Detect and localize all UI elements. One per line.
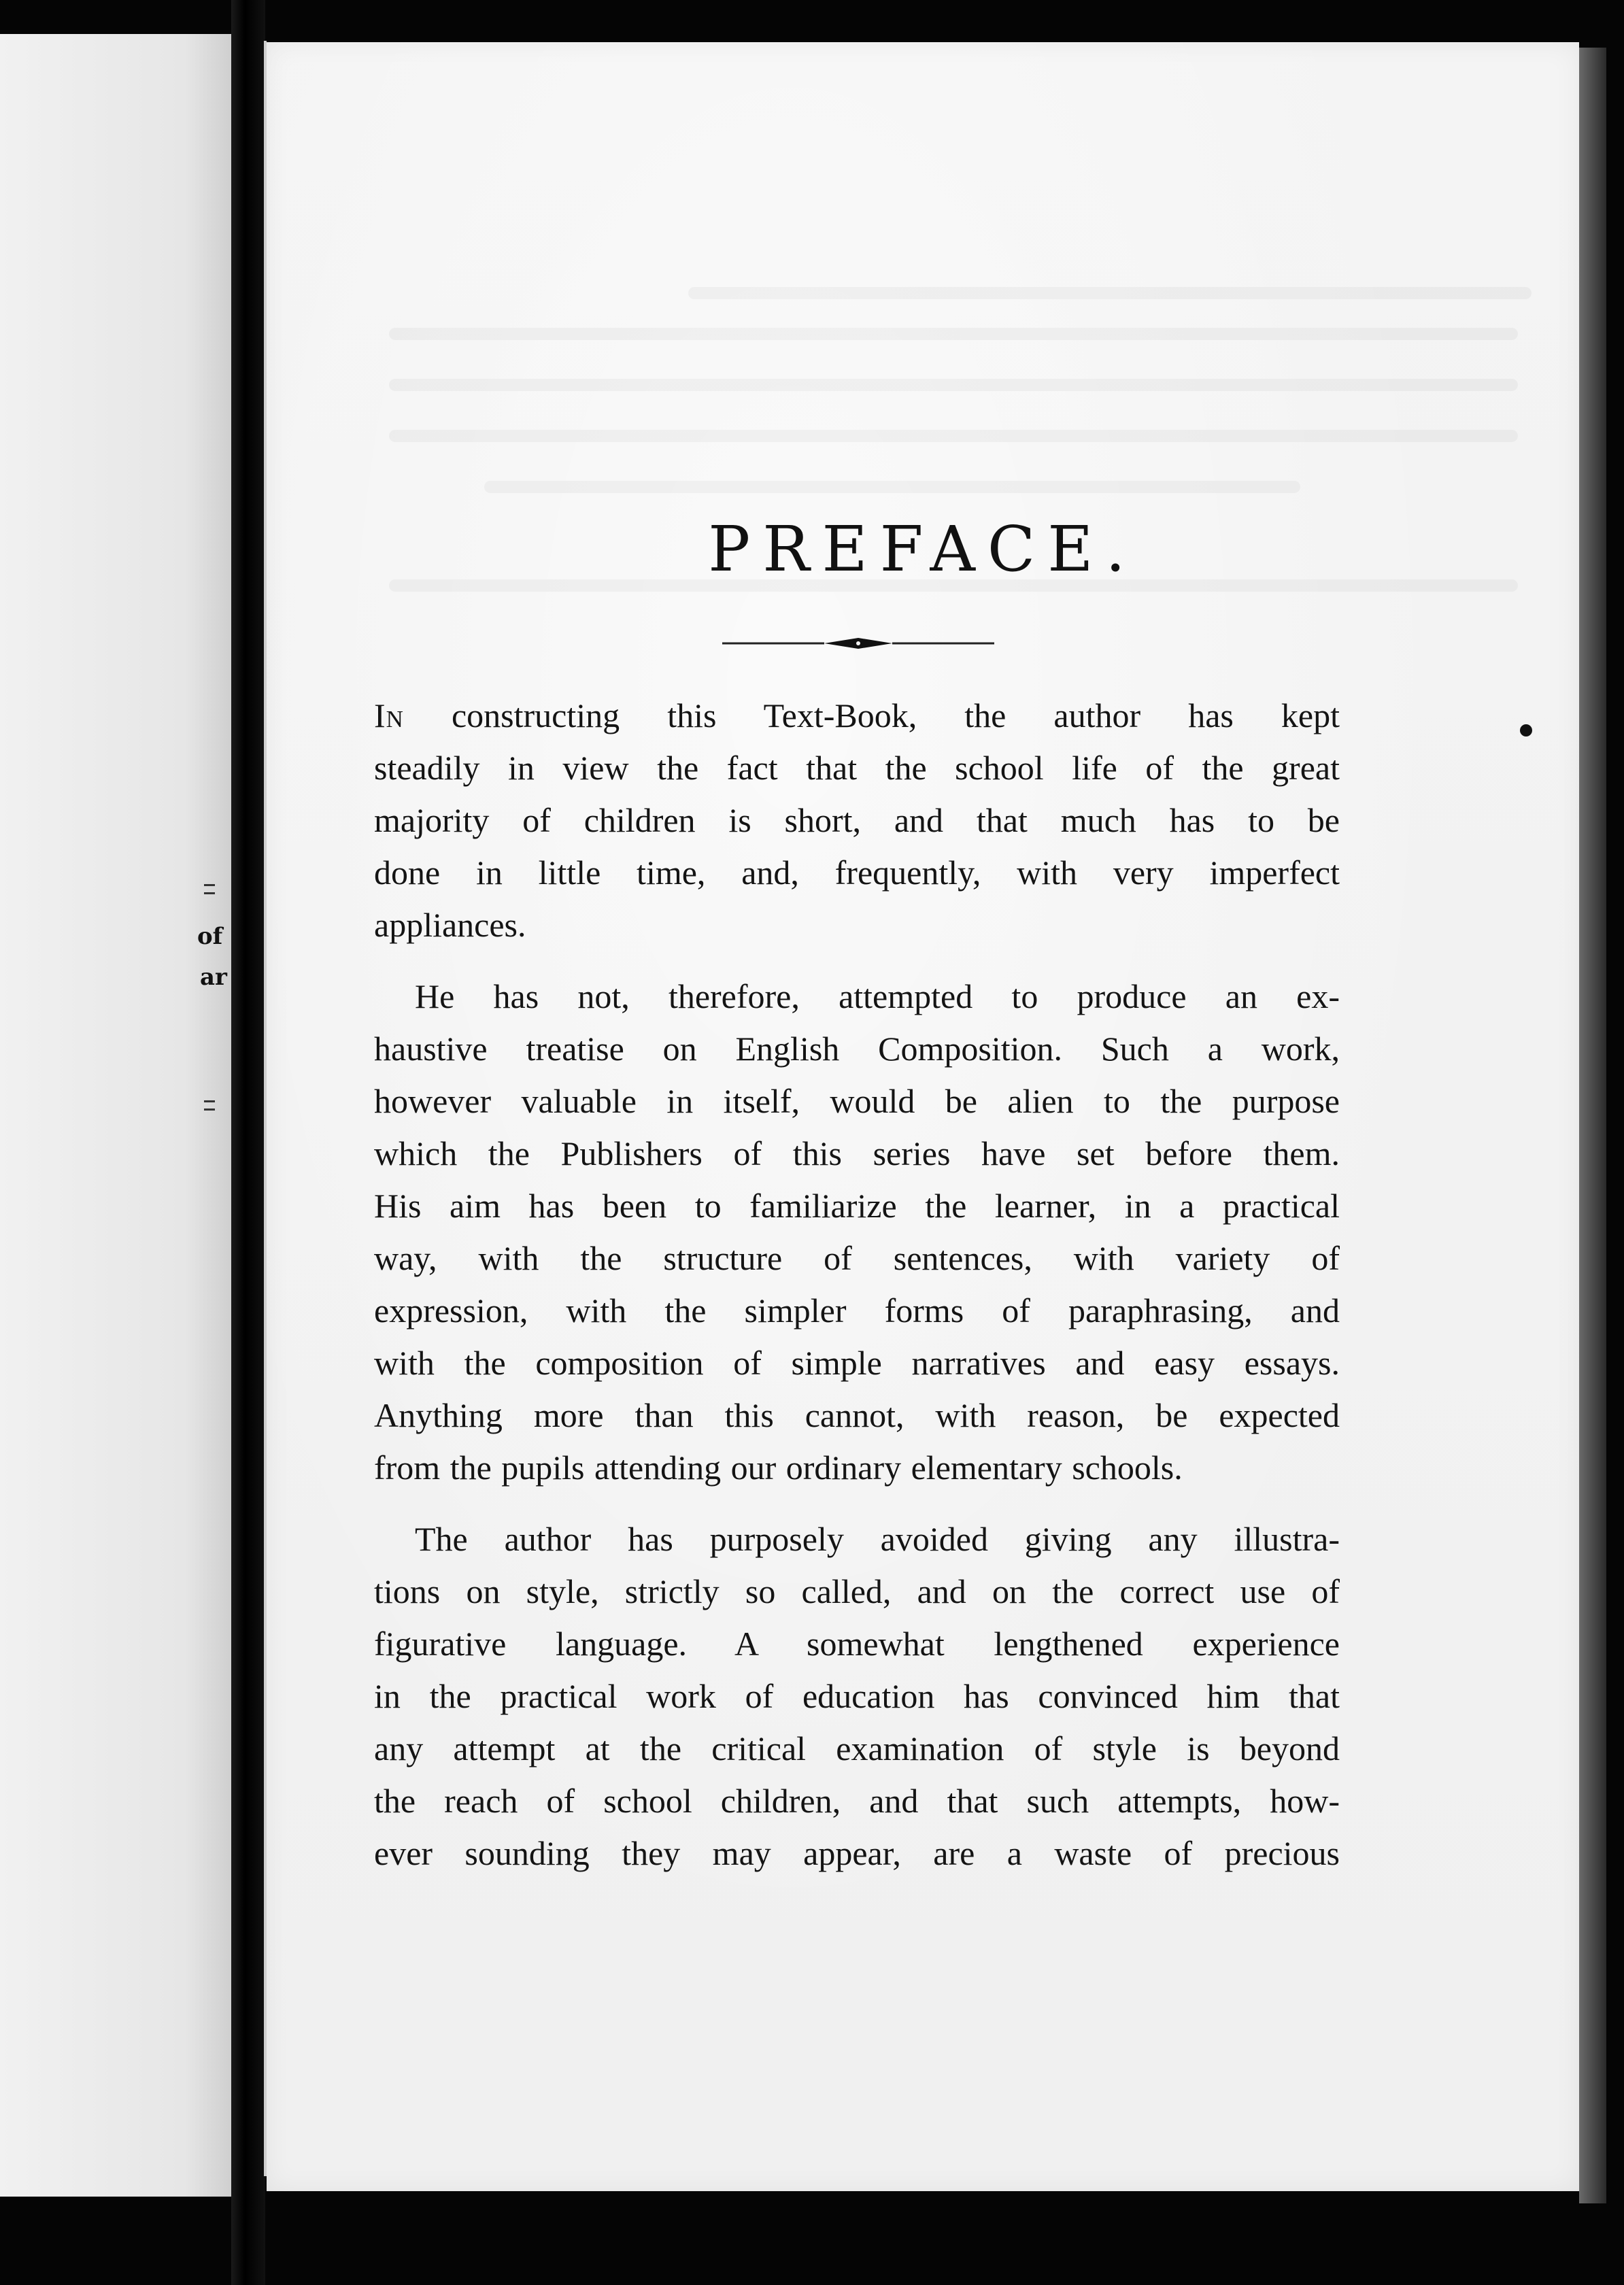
facing-page-edge (0, 34, 231, 2197)
show-through-line (484, 481, 1300, 493)
text-line: tions on style, strictly so called, and on the correct use of (374, 1572, 1340, 1610)
page-edge-shadow (1579, 48, 1606, 2203)
facing-page-rule (204, 1108, 215, 1111)
text-line: ever sounding they may appear, are a waste of precious (374, 1834, 1340, 1872)
facing-page-rule (204, 1100, 215, 1102)
text-line: appliances. (374, 906, 526, 944)
text-line: majority of children is short, and that much has to be (374, 801, 1340, 839)
text-line: any attempt at the critical examination of style is beyond (374, 1729, 1340, 1767)
show-through-line (389, 430, 1518, 442)
facing-page-fragment: of (197, 923, 223, 950)
text-line: In constructing this Text-Book, the author has kept (374, 696, 1340, 734)
show-through-line (389, 328, 1518, 340)
page-title: PREFACE. (708, 512, 1138, 586)
paragraph-1 (374, 690, 1340, 951)
show-through-line (389, 379, 1518, 391)
drop-lead-word: In (374, 696, 404, 734)
text-line: haustive treatise on English Composition. Such a work, (374, 1030, 1340, 1068)
text-line: done in little time, and, frequently, with very imperfect (374, 853, 1340, 892)
text-line: in the practical work of education has convinced him that (374, 1677, 1340, 1715)
facing-page-rule (204, 884, 215, 886)
text-line: with the composition of simple narratives and easy essays. (374, 1344, 1340, 1382)
facing-page-rule (204, 892, 215, 894)
text-line: His aim has been to familiarize the learner, in a practical (374, 1187, 1340, 1225)
text-line: way, with the structure of sentences, with variety of (374, 1239, 1340, 1277)
text-line: steadily in view the fact that the school life of the great (374, 749, 1340, 787)
text-line: the reach of school children, and that such attempts, how- (374, 1782, 1340, 1820)
show-through-line (688, 287, 1532, 299)
text-line: Anything more than this cannot, with reason, be expected (374, 1396, 1340, 1434)
paragraph-3 (374, 1513, 1340, 1880)
preface-body (374, 690, 1340, 1899)
text-line: however valuable in itself, would be alien to the purpose (374, 1082, 1340, 1120)
facing-page-fragment: ar (200, 964, 227, 991)
title-ornament-rule (722, 635, 994, 651)
text-line: The author has purposely avoided giving any illustra- (415, 1520, 1340, 1558)
text-line: from the pupils attending our ordinary elementary schools. (374, 1449, 1183, 1487)
text-line: expression, with the simpler forms of paraphrasing, and (374, 1291, 1340, 1330)
text-line: figurative language. A somewhat lengthened experience (374, 1625, 1340, 1663)
book-page (267, 42, 1579, 2191)
ink-speck (1520, 724, 1532, 737)
text-line: which the Publishers of this series have set before them. (374, 1134, 1340, 1172)
paragraph-2 (374, 970, 1340, 1494)
text-line: He has not, therefore, attempted to produce an ex- (415, 977, 1340, 1015)
book-spine-gutter (231, 0, 265, 2285)
